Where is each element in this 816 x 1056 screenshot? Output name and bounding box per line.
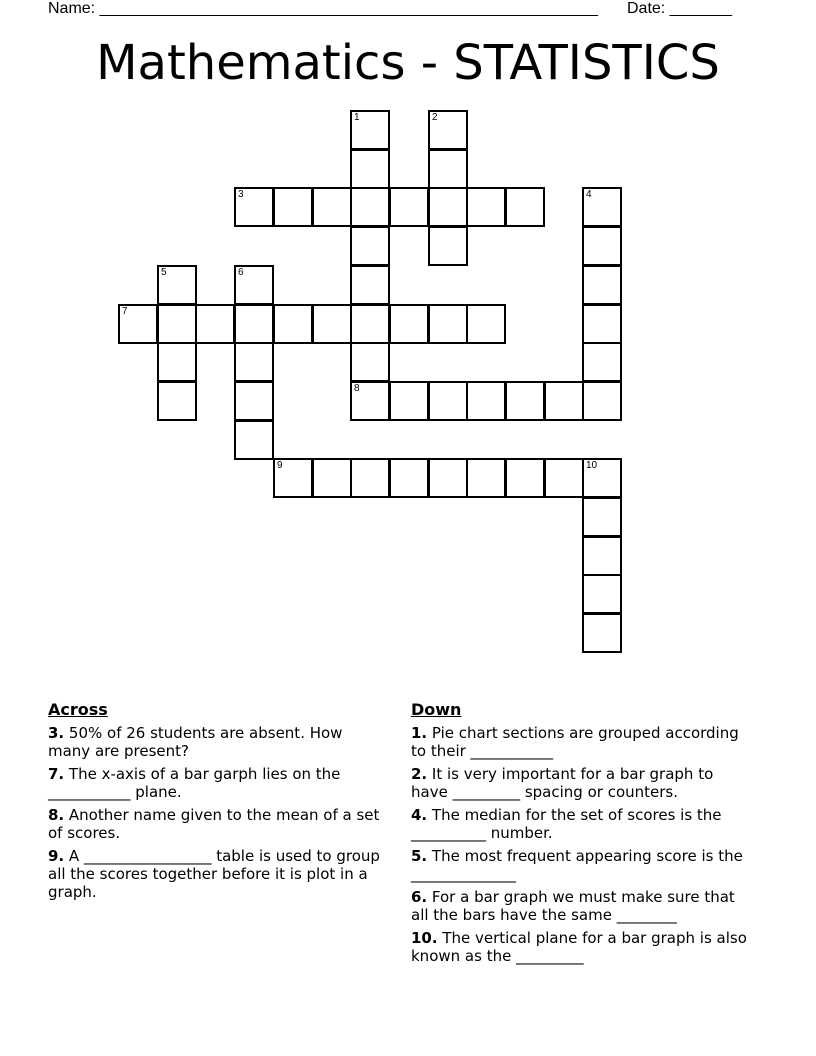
grid-cell[interactable] [273,304,313,344]
grid-cell[interactable] [312,458,352,498]
grid-cell[interactable] [195,304,235,344]
grid-cell[interactable] [157,381,197,421]
grid-cell[interactable] [157,265,197,305]
grid-cell[interactable] [350,458,390,498]
grid-cell[interactable] [428,187,468,227]
grid-cell[interactable] [428,458,468,498]
grid-cell[interactable] [582,226,622,266]
grid-cell[interactable] [389,458,429,498]
grid-cell[interactable] [273,458,313,498]
grid-cell[interactable] [544,458,584,498]
clue-down-6: 6. For a bar graph we must make sure that all the bars have the same ________ [411,888,735,924]
clue-number: 1 [354,112,360,123]
clue-number: 3 [238,189,244,200]
grid-cell[interactable] [312,304,352,344]
grid-cell[interactable] [350,265,390,305]
grid-cell[interactable] [505,187,545,227]
grid-cell[interactable] [118,304,158,344]
grid-cell[interactable] [466,381,506,421]
clue-down-1: 1. Pie chart sections are grouped according to their ___________ [411,724,739,760]
across-clues [48,700,388,906]
grid-cell[interactable] [428,304,468,344]
grid-cell[interactable] [582,304,622,344]
grid-cell[interactable] [582,342,622,382]
grid-cell[interactable] [428,149,468,189]
grid-cell[interactable] [582,613,622,653]
clue-across-7: 7. The x-axis of a bar garph lies on the ___________ plane. [48,765,341,801]
name-field[interactable]: Name: ________________________________________________________ [48,0,598,17]
grid-cell[interactable] [234,265,274,305]
clue-down-5: 5. The most frequent appearing score is the ______________ [411,847,743,883]
grid-cell[interactable] [350,149,390,189]
grid-cell[interactable] [505,381,545,421]
grid-cell[interactable] [234,342,274,382]
grid-cell[interactable] [157,304,197,344]
grid-cell[interactable] [157,342,197,382]
clue-number: 6 [238,267,244,278]
clue-number: 5 [161,267,167,278]
clue-across-3: 3. 50% of 26 students are absent. How many are present? [48,724,343,760]
clue-number: 10 [586,460,598,471]
grid-cell[interactable] [350,226,390,266]
grid-cell[interactable] [582,497,622,537]
grid-cell[interactable] [544,381,584,421]
clue-number: 2 [432,112,438,123]
down-heading: Down [411,700,462,719]
grid-cell[interactable] [428,226,468,266]
grid-cell[interactable] [582,187,622,227]
grid-cell[interactable] [312,187,352,227]
page-title: Mathematics - STATISTICS [96,35,720,91]
down-clues [411,700,751,970]
clue-number: 8 [354,383,360,394]
clue-down-4: 4. The median for the set of scores is the __________ number. [411,806,722,842]
date-field[interactable]: Date: _______ [627,0,732,17]
grid-cell[interactable] [350,110,390,150]
grid-cell[interactable] [428,110,468,150]
grid-cell[interactable] [273,187,313,227]
grid-cell[interactable] [582,265,622,305]
grid-cell[interactable] [466,458,506,498]
grid-cell[interactable] [466,304,506,344]
grid-cell[interactable] [350,342,390,382]
grid-cell[interactable] [582,381,622,421]
grid-cell[interactable] [466,187,506,227]
clue-across-8: 8. Another name given to the mean of a set of scores. [48,806,380,842]
grid-cell[interactable] [350,304,390,344]
grid-cell[interactable] [389,187,429,227]
grid-cell[interactable] [234,381,274,421]
grid-cell[interactable] [389,381,429,421]
grid-cell[interactable] [350,187,390,227]
grid-cell[interactable] [389,304,429,344]
grid-cell[interactable] [234,420,274,460]
grid-cell[interactable] [582,458,622,498]
grid-cell[interactable] [350,381,390,421]
grid-cell[interactable] [582,574,622,614]
grid-cell[interactable] [505,458,545,498]
across-heading: Across [48,700,108,719]
clue-down-10: 10. The vertical plane for a bar graph is also known as the _________ [411,929,747,965]
clue-number: 9 [277,460,283,471]
clue-number: 7 [122,306,128,317]
clue-number: 4 [586,189,592,200]
grid-cell[interactable] [582,536,622,576]
clue-down-2: 2. It is very important for a bar graph to have _________ spacing or counters. [411,765,714,801]
clue-across-9: 9. A _________________ table is used to group all the scores together before it is plot in a graph. [48,847,380,901]
grid-cell[interactable] [428,381,468,421]
grid-cell[interactable] [234,304,274,344]
grid-cell[interactable] [234,187,274,227]
